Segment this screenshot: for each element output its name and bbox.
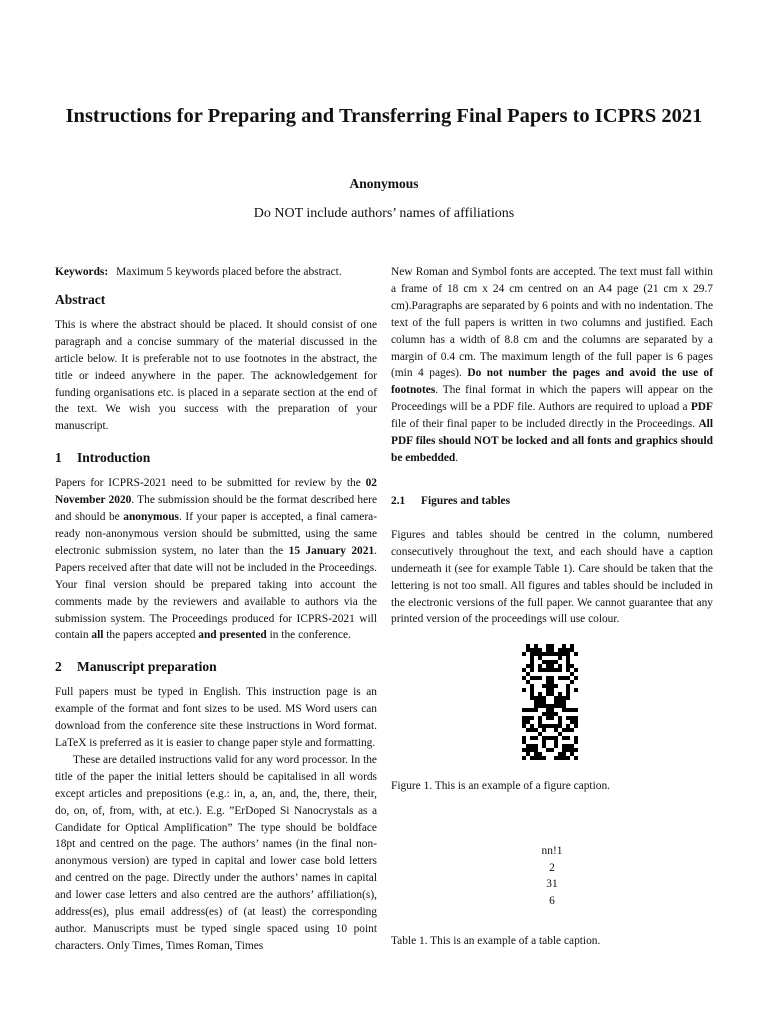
manuscript-paragraph-2: These are detailed instructions valid for any word processor. In the title of the paper the initial letters should be capitalised in all words except articles and prepositions (e.g.: in, a, an, and, the, there, their, do, on, of, from, with, at etc.). E.g. ”ErDoped Si Nanocrystals as a Candidate for Optical Amplification” The type should be boldface 18pt and centred on the page. The authors’ names (in the final non-anonymous version) are typed in capital and lower case bold letters and centred on the page. Directly under the authors’ names in capital and lower case letters and also centred are the authors’ affiliation(s), address(es), plus email address(es) of (at least) the corresponding author. Manuscripts must be typed single spaced using 10 point characters. Only Times, Times Roman, Times	[55, 753, 377, 952]
figures-paragraph: Figures and tables should be centred in the column, numbered consecutively throughout the text, and each should have a caption underneath it (see for example Table 1). Care should be taken that the lettering is not too small. All figures and tables should be included in the electronic versions of the full paper. We cannot guarantee that any printed version of the proceedings will use colour.	[391, 528, 713, 626]
emphasis-no-numbering: Do not number the pages and avoid the use of footnotes	[391, 367, 713, 397]
section-title: Manuscript preparation	[77, 659, 217, 675]
emphasis-pdf: PDF	[690, 401, 713, 414]
text-run: Papers for ICPRS-2021 need to be submitted for review by the	[55, 477, 366, 490]
keywords-label: Keywords:	[55, 266, 109, 278]
text-run: the papers accepted	[103, 629, 199, 642]
figure-1	[391, 644, 713, 766]
figure-image	[522, 644, 578, 762]
subsection-number: 2.1	[391, 494, 406, 507]
abstract-text: This is where the abstract should be placed. It should consist of one paragraph and a concise summary of the material discussed in the article below. It is preferable not to use footnotes in the abstract, the title or indeed anywhere in the paper. The acknowledgement for funding organisations etc. is placed in a separate section at the end of the text. We wish you success with the preparation of your manuscript.	[55, 318, 377, 433]
section-number: 1	[55, 450, 62, 466]
section-number: 2	[55, 659, 62, 675]
text-run: . The submission should be the format described here and should be	[55, 494, 377, 524]
affiliation-note: Do NOT include authors’ names of affiliations	[253, 206, 515, 221]
emphasis-anonymous: anonymous	[123, 511, 179, 524]
section-heading-manuscript	[55, 658, 377, 675]
author-name: Anonymous	[349, 176, 419, 191]
table-cell: 31	[546, 878, 558, 891]
keywords-line	[55, 264, 377, 281]
table-cell: 2	[549, 861, 555, 874]
table-1	[391, 843, 713, 909]
text-run: . The final format in which the papers will appear on the Proceedings will be a PDF file. Authors are required to upload a	[391, 384, 713, 414]
table-cell: 6	[549, 894, 555, 907]
manuscript-paragraph-1: Full papers must be typed in English. This instruction page is an example of the format and font sizes to be used. MS Word users can download from the conference site these instructions in Word format. LaTeX is preferred as it is easier to change paper style and formatting.	[55, 686, 377, 750]
deadline-final: 15 January 2021	[288, 544, 375, 557]
text-run: . Papers received after that date will not be included in the Proceedings. Your final version should be prepared taking into account the comments made by the reviewers and available to authors via the submission system. The Proceedings produced for ICPRS-2021 will contain	[55, 544, 378, 642]
section-title: Introduction	[77, 450, 151, 466]
emphasis-presented: and presented	[198, 629, 267, 642]
emphasis-pdf-rules: All PDF files should NOT be locked and all fonts and graphics should be embedded	[391, 418, 713, 464]
introduction-paragraph	[55, 475, 377, 644]
text-run: .	[455, 451, 459, 464]
subsection-heading-figures	[391, 493, 713, 509]
text-run: file of their final paper to be included directly in the Proceedings.	[391, 418, 699, 431]
right-column	[391, 264, 713, 950]
emphasis-all: all	[91, 629, 104, 642]
table-cell: nn!1	[541, 845, 563, 858]
abstract-heading: Abstract	[55, 291, 106, 307]
text-run: New Roman and Symbol fonts are accepted. The text must fall within a frame of 18 cm x 24 cm centred on an A4 page (21 cm x 29.7 cm).Paragraphs are separated by 6 points and with no indentation. The text of the full papers is written in two columns and justified. Each column has a width of 8.8 cm and the columns are separated by a margin of 0.4 cm. The maximum length of the full paper is 6 pages (min 4 pages).	[391, 266, 713, 380]
deadline-review: 02 November 2020	[55, 477, 377, 507]
left-column	[55, 264, 377, 955]
table-caption: Table 1. This is an example of a table caption.	[391, 935, 601, 948]
section-heading-introduction	[55, 449, 377, 466]
paper-title: Instructions for Preparing and Transferring Final Papers to ICPRS 2021	[65, 105, 703, 127]
text-run: in the conference.	[266, 629, 351, 642]
keywords-text: Maximum 5 keywords placed before the abstract.	[116, 266, 342, 278]
subsection-title: Figures and tables	[421, 494, 511, 507]
text-run: . If your paper is accepted, a final camera-ready non-anonymous version should be submitted, using the same electronic submission system, no later than the	[55, 511, 377, 557]
figure-caption: Figure 1. This is an example of a figure caption.	[391, 780, 611, 793]
manuscript-paragraph-3	[391, 264, 713, 467]
